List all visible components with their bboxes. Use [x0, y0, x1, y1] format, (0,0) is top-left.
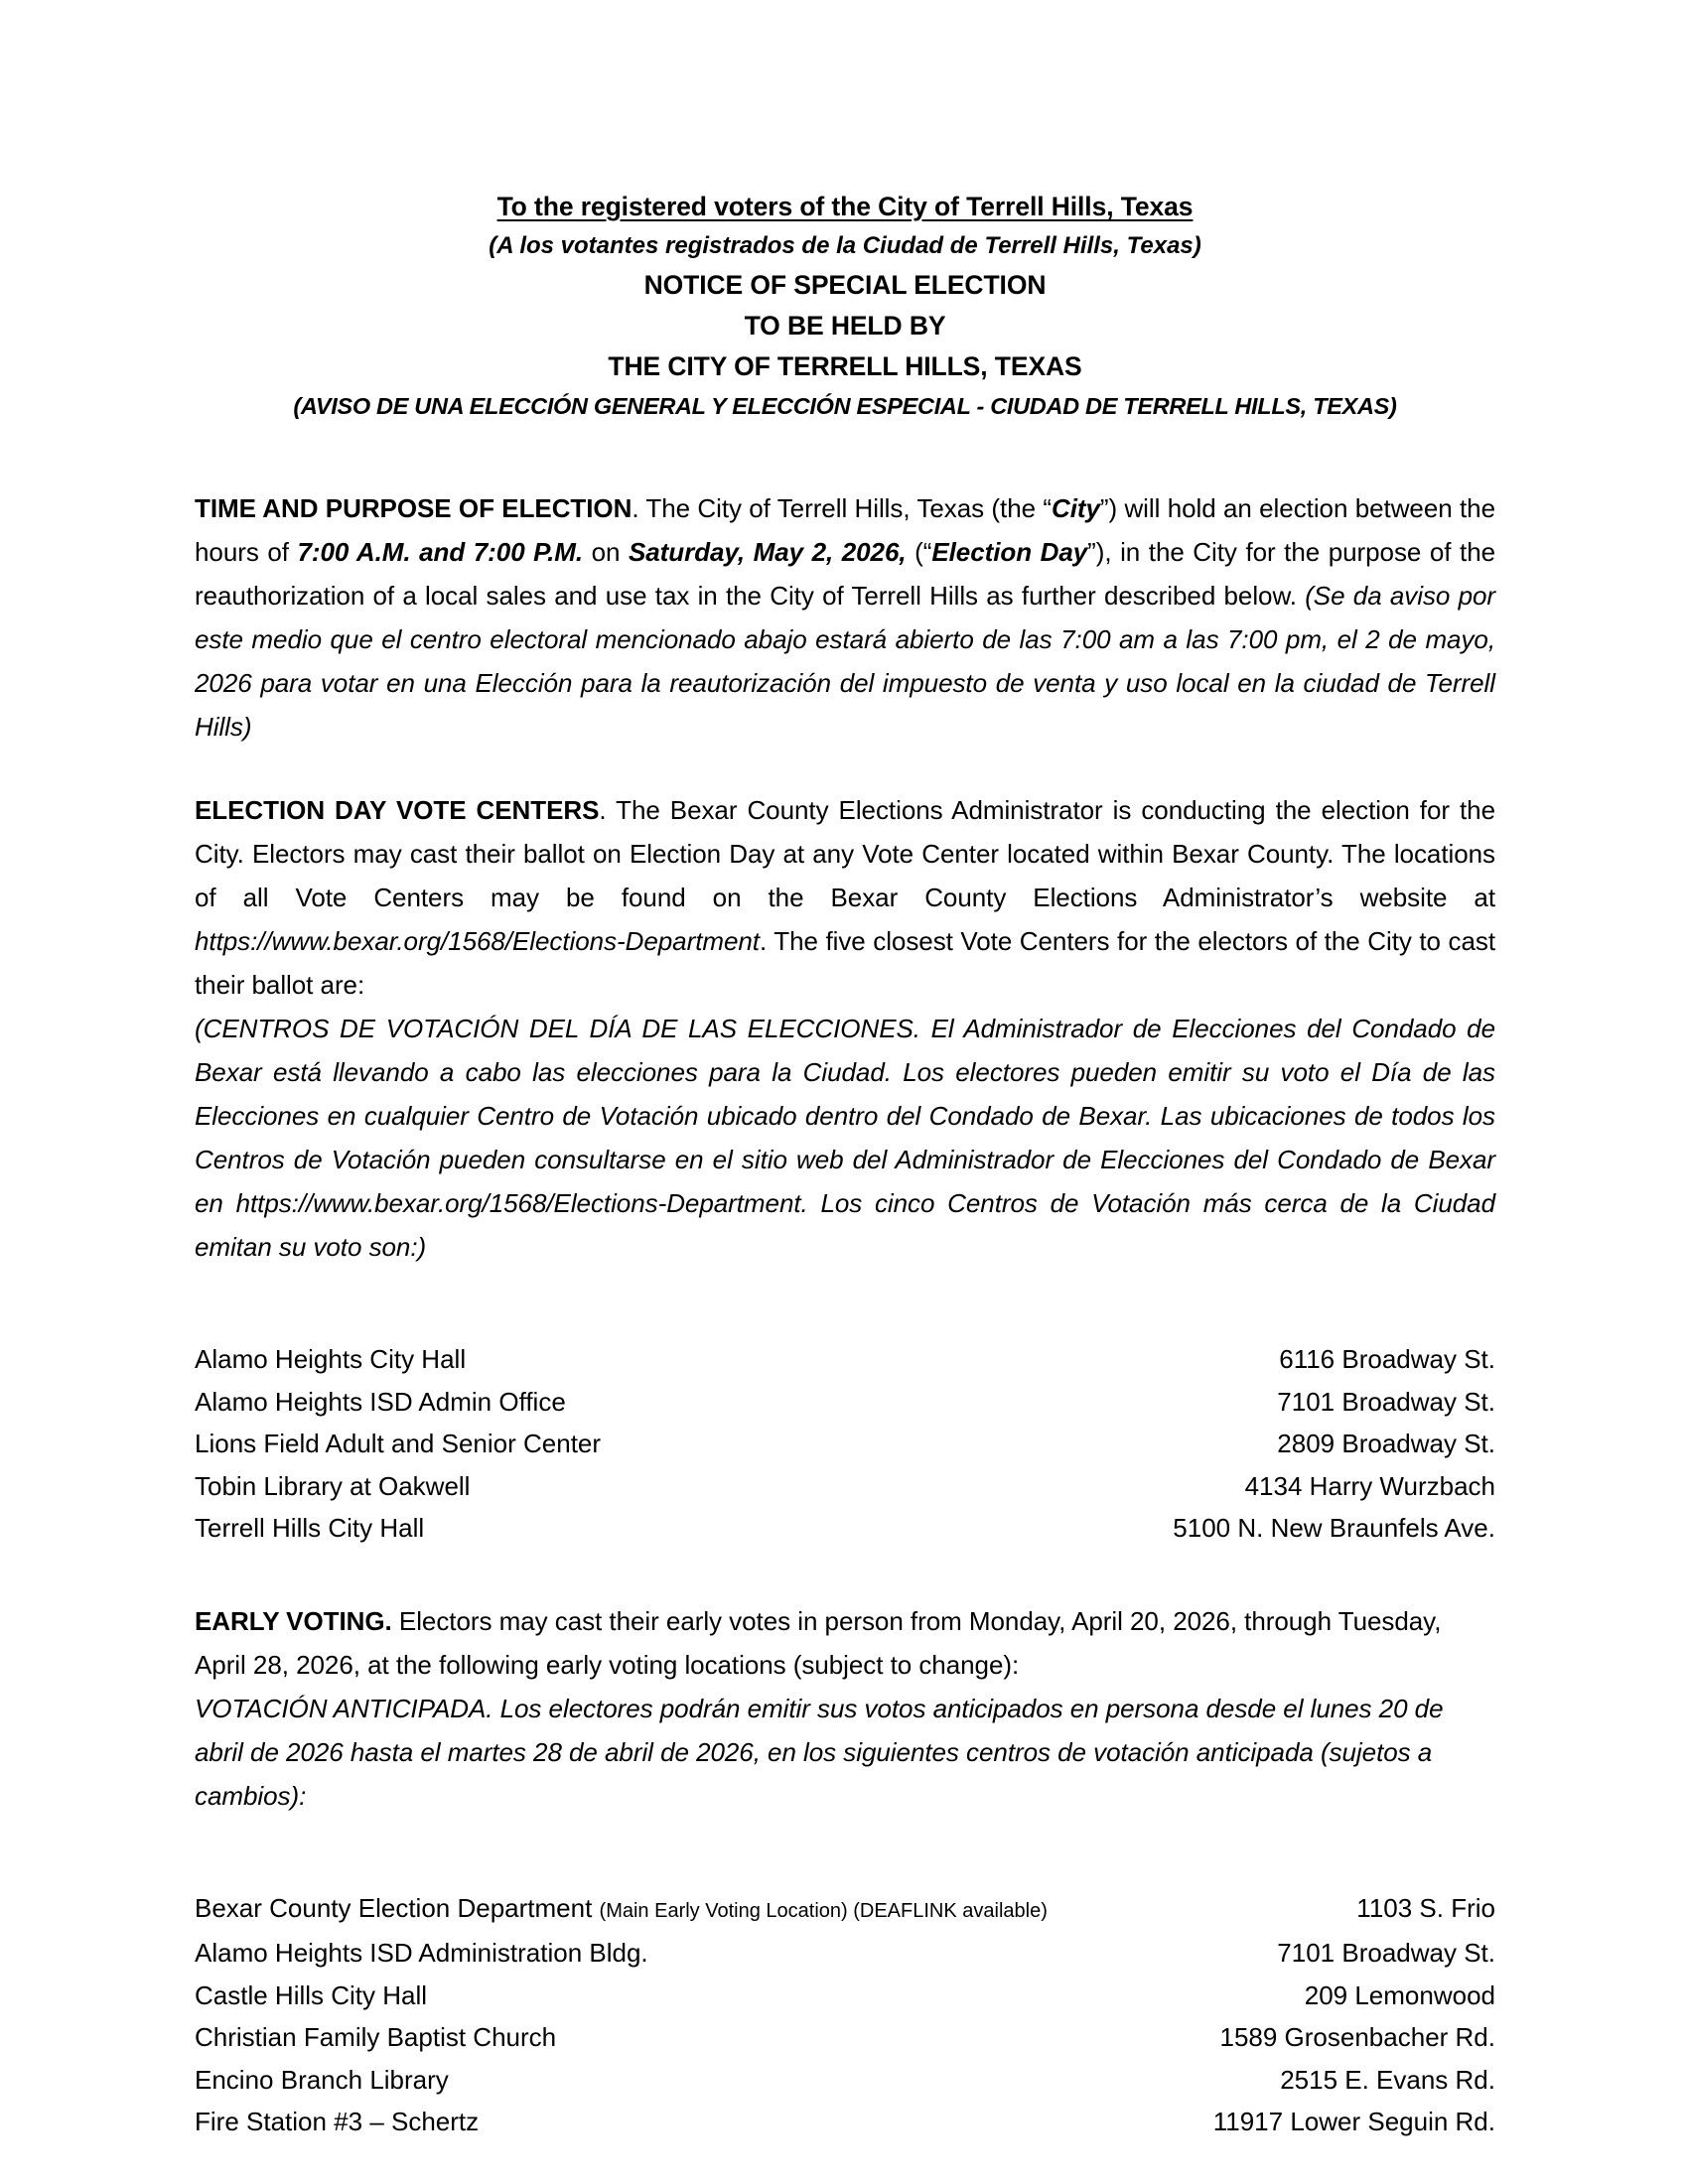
document-header	[195, 187, 1495, 425]
time-and-purpose-text-3: on	[583, 537, 629, 567]
time-and-purpose-text-4: (“	[906, 537, 932, 567]
vote-centers-heading: ELECTION DAY VOTE CENTERS	[195, 795, 600, 825]
location-name: Alamo Heights City Hall	[195, 1344, 467, 1374]
location-address: 7101 Broadway St.	[1277, 1386, 1495, 1417]
section-vote-centers-spanish	[195, 1007, 1495, 1269]
election-date: Saturday, May 2, 2026,	[628, 537, 907, 567]
location-address: 2515 E. Evans Rd.	[1280, 2064, 1495, 2095]
location-name: Lions Field Adult and Senior Center	[195, 1429, 602, 1458]
time-and-purpose-text-2: ”) will hold an election between the hours of	[195, 493, 1495, 567]
section-time-and-purpose	[195, 486, 1495, 749]
section-early-voting-spanish	[195, 1687, 1495, 1818]
time-and-purpose-heading: TIME AND PURPOSE OF ELECTION	[195, 493, 633, 523]
list-item	[195, 2059, 1495, 2102]
location-address: 4134 Harry Wurzbach	[1244, 1470, 1495, 1501]
location-name: Encino Branch Library	[195, 2064, 449, 2095]
header-notice-title: NOTICE OF SPECIAL ELECTION	[643, 270, 1047, 300]
list-item	[195, 1381, 1495, 1424]
vote-centers-text-2: . The five closest Vote Centers for the electors of the City to cast their ballot are:	[195, 926, 1495, 1000]
header-to-be-held-by: TO BE HELD BY	[744, 311, 946, 341]
header-city-name: THE CITY OF TERRELL HILLS, TEXAS	[608, 351, 1082, 381]
location-name: Christian Family Baptist Church	[195, 2022, 557, 2052]
location-address: 2809 Broadway St.	[1277, 1429, 1495, 1458]
location-name-text: Bexar County Election Department	[195, 1892, 593, 1923]
document-content	[195, 187, 1495, 2143]
location-address: 209 Lemonwood	[1304, 1979, 1495, 2010]
location-address: 6116 Broadway St.	[1279, 1344, 1495, 1374]
election-day-locations-list	[195, 1338, 1495, 1550]
header-notice-title-spanish: (AVISO DE UNA ELECCIÓN GENERAL Y ELECCIÓN ESPECIAL - CIUDAD DE TERRELL HILLS, TEXAS)	[293, 393, 1397, 419]
vote-centers-spanish-2: . Los cinco Centros de Votación más cerca de la Ciudad emitan su voto son:)	[195, 1188, 1495, 1262]
early-voting-heading: EARLY VOTING.	[195, 1605, 392, 1636]
bexar-elections-url[interactable]: https://www.bexar.org/1568/Elections-Department	[195, 926, 760, 956]
location-name	[195, 1887, 1048, 1933]
election-hours: 7:00 A.M. and 7:00 P.M.	[297, 537, 584, 567]
list-item	[195, 1423, 1495, 1465]
vote-centers-text-1: . The Bexar County Elections Administrator is conducting the election for the City. Electors may cast their ballot on Election Day at any Vote Center located within Bexar County. The locations of all Vote Centers may be found on the Bexar County Elections Administrator’s website at	[195, 795, 1495, 912]
location-name: Alamo Heights ISD Administration Bldg.	[195, 1938, 648, 1968]
bexar-elections-url-spanish[interactable]: https://www.bexar.org/1568/Elections-Department	[235, 1188, 801, 1218]
list-item	[195, 1507, 1495, 1550]
list-item	[195, 1932, 1495, 1975]
section-vote-centers	[195, 788, 1495, 1007]
location-address: 11917 Lower Seguin Rd.	[1212, 2107, 1495, 2136]
list-item	[195, 2101, 1495, 2143]
location-name: Tobin Library at Oakwell	[195, 1470, 471, 1501]
location-address: 5100 N. New Braunfels Ave.	[1173, 1513, 1495, 1543]
vote-centers-spanish-1: (CENTROS DE VOTACIÓN DEL DÍA DE LAS ELECCIONES. El Administrador de Elecciones del Condado de Bexar está llevando a cabo las elecciones para la Ciudad. Los electores pueden emitir su voto el Día de las Elecciones en cualquier Centro de Votación ubicado dentro del Condado de Bexar. Las ubicaciones de todos los Centros de Votación pueden consultarse en el sitio web del Administrador de Elecciones del Condado de Bexar en	[195, 1014, 1495, 1218]
time-and-purpose-spanish: (Se da aviso por este medio que el centro electoral mencionado abajo estará abierto de las 7:00 am a las 7:00 pm, el 2 de mayo, 2026 para votar en una Elección para la reautorización del impuesto de venta y uso local en la ciudad de Terrell Hills)	[195, 581, 1496, 742]
location-address: 1589 Grosenbacher Rd.	[1219, 2022, 1495, 2052]
location-name: Alamo Heights ISD Admin Office	[195, 1386, 566, 1417]
early-voting-locations-list	[195, 1887, 1495, 2143]
list-item	[195, 2016, 1495, 2059]
header-addressee: To the registered voters of the City of Terrell Hills, Texas	[496, 192, 1194, 221]
list-item	[195, 1975, 1495, 2017]
location-name: Fire Station #3 – Schertz	[195, 2107, 480, 2136]
list-item	[195, 1887, 1495, 1933]
city-term: City	[1051, 493, 1100, 523]
location-address: 1103 S. Frio	[1356, 1892, 1495, 1923]
time-and-purpose-text-1: . The City of Terrell Hills, Texas (the “	[632, 493, 1052, 523]
location-name: Castle Hills City Hall	[195, 1979, 428, 2010]
location-name: Terrell Hills City Hall	[195, 1513, 425, 1543]
location-address: 7101 Broadway St.	[1277, 1938, 1495, 1968]
early-voting-text-1: Electors may cast their early votes in person from Monday, April 20, 2026, through Tuesday, April 28, 2026, at the following early voting locations (subject to change):	[195, 1605, 1442, 1680]
time-and-purpose-text-5: ”), in the City for the purpose of the reauthorization of a local sales and use tax in the City of Terrell Hills as further described below.	[195, 537, 1496, 611]
location-note: (Main Early Voting Location) (DEAFLINK available)	[599, 1899, 1048, 1922]
list-item	[195, 1338, 1495, 1381]
election-day-term: Election Day	[931, 537, 1088, 567]
header-addressee-spanish: (A los votantes registrados de la Ciudad de Terrell Hills, Texas)	[489, 232, 1201, 259]
section-early-voting	[195, 1599, 1495, 1687]
early-voting-spanish: VOTACIÓN ANTICIPADA. Los electores podrán emitir sus votos anticipados en persona desde el lunes 20 de abril de 2026 hasta el martes 28 de abril de 2026, en los siguientes centros de votación anticipada (sujetos a cambios):	[195, 1693, 1444, 1811]
list-item	[195, 1465, 1495, 1508]
header-line-1	[195, 187, 1495, 227]
